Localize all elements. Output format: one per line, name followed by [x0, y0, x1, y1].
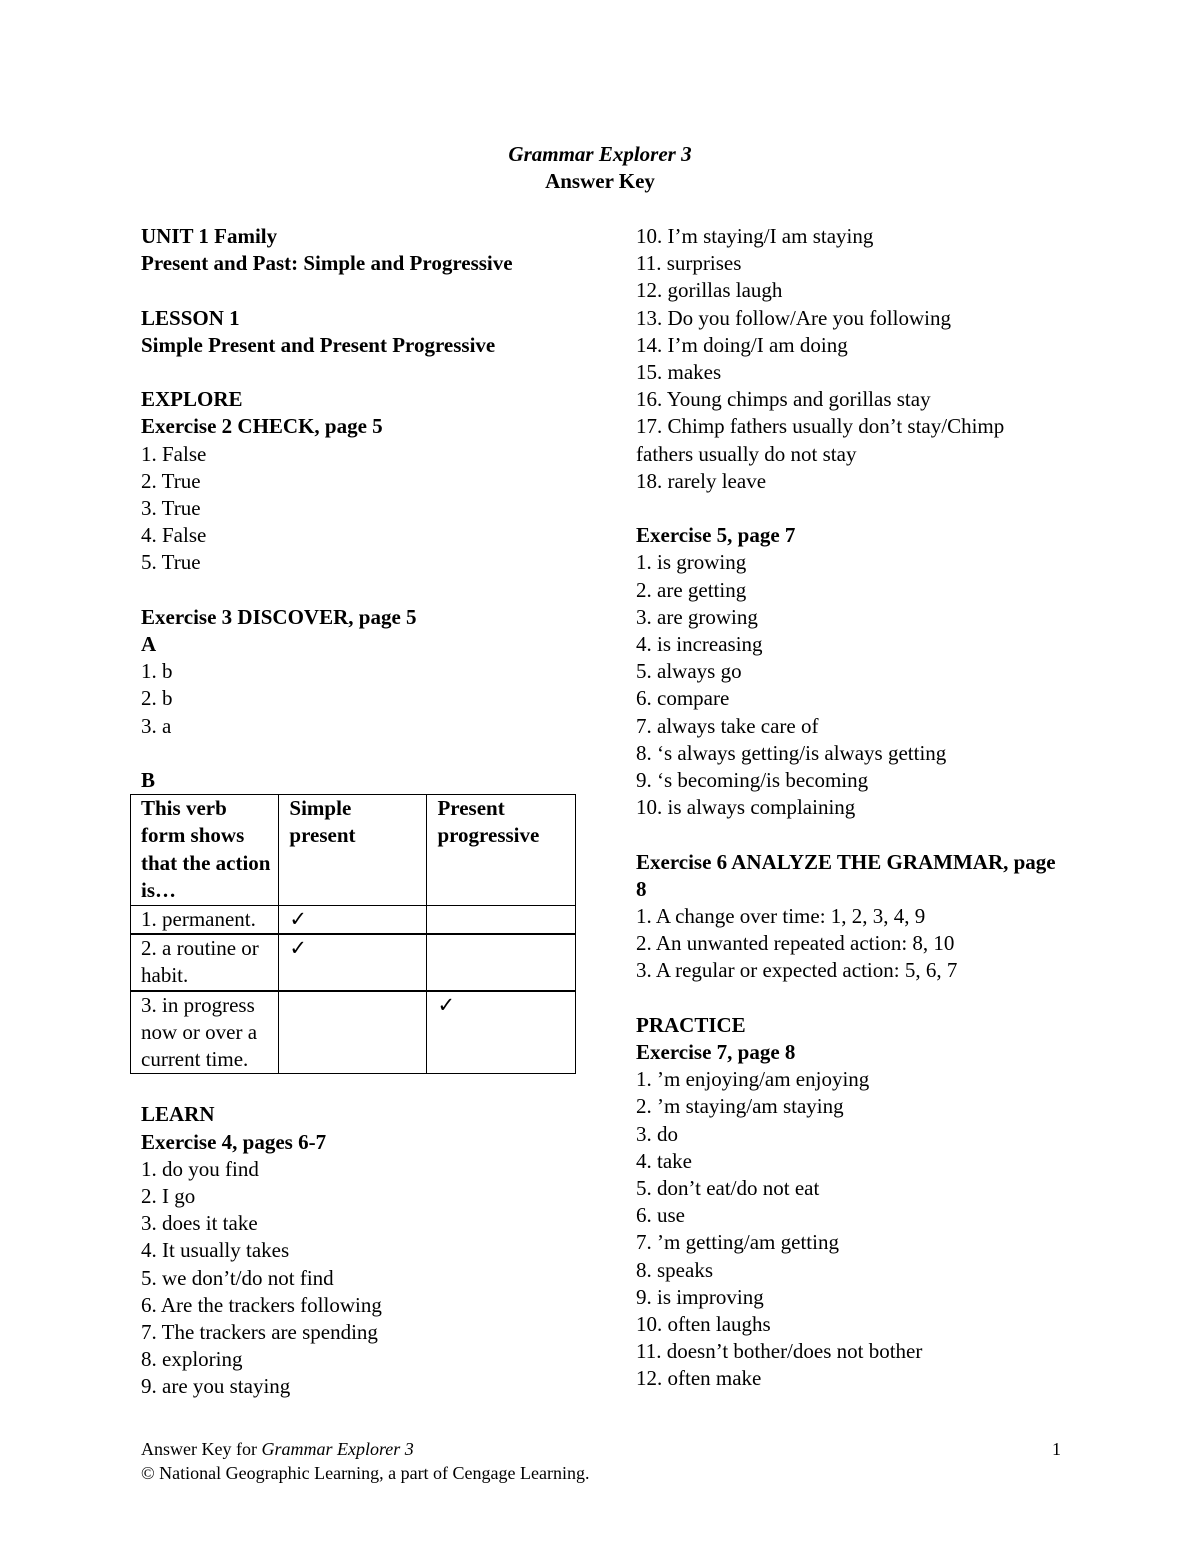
unit-heading: UNIT 1 Family — [141, 224, 278, 248]
answer-item: 2. True — [141, 468, 201, 493]
answer-item: 18. rarely leave — [636, 468, 767, 493]
answer-item: 5. don’t eat/do not eat — [636, 1176, 820, 1201]
exercise-3-part-b: B — [141, 768, 156, 792]
table-cell: 1. permanent. — [131, 906, 279, 935]
answer-item: 3. True — [141, 496, 201, 520]
section-learn: LEARN — [141, 1102, 215, 1127]
exercise-5-title: Exercise 5, page 7 — [636, 523, 796, 548]
answer-item: 17. Chimp fathers usually don’t stay/Chimp fathers usually do not stay — [636, 414, 1005, 466]
answer-item: 16. Young chimps and gorillas stay — [636, 387, 931, 412]
exercise-4-answers-continued — [636, 223, 1066, 495]
answer-item: 10. often laughs — [636, 1312, 771, 1337]
footer-book-title: Grammar Explorer 3 — [261, 1439, 414, 1459]
answer-item: 15. makes — [636, 360, 722, 385]
check-mark-icon: ✓ — [279, 906, 427, 935]
answer-item: 14. I’m doing/I am doing — [636, 332, 848, 357]
table-row — [131, 934, 576, 990]
answer-item: 4. False — [141, 523, 207, 548]
answer-item: 3. A regular or expected action: 5, 6, 7 — [636, 958, 958, 983]
answer-item: 8. speaks — [636, 1257, 713, 1282]
lesson-topic: Simple Present and Present Progressive — [141, 332, 496, 357]
table-row — [131, 991, 576, 1074]
footer-prefix: Answer Key for — [141, 1439, 262, 1459]
exercise-3-title: Exercise 3 DISCOVER, page 5 — [141, 604, 417, 629]
answer-item: 7. always take care of — [636, 713, 819, 738]
footer-source — [141, 1437, 1061, 1461]
answer-item: 9. are you staying — [141, 1374, 291, 1399]
exercise-6-answers — [636, 903, 1066, 985]
answer-item: 5. we don’t/do not find — [141, 1265, 334, 1290]
answer-item: 9. ‘s becoming/is becoming — [636, 768, 869, 793]
answer-item: 11. doesn’t bother/does not bother — [636, 1339, 923, 1364]
answer-item: 9. is improving — [636, 1284, 764, 1309]
answer-item: 3. are growing — [636, 604, 758, 629]
answer-item: 1. b — [141, 659, 173, 684]
table-header-cell: Present progressive — [427, 795, 576, 906]
exercise-7-title: Exercise 7, page 8 — [636, 1040, 796, 1065]
verb-form-table — [130, 794, 576, 1074]
answer-item: 1. False — [141, 441, 207, 466]
answer-item: 10. I’m staying/I am staying — [636, 224, 874, 248]
answer-item: 1. A change over time: 1, 2, 3, 4, 9 — [636, 904, 926, 929]
answer-item: 2. ’m staying/am staying — [636, 1094, 844, 1119]
answer-item: 7. The trackers are spending — [141, 1320, 378, 1345]
exercise-2-answers — [141, 441, 591, 577]
answer-item: 10. is always complaining — [636, 795, 856, 820]
exercise-3-part-a: A — [141, 632, 157, 656]
answer-item: 1. is growing — [636, 550, 747, 575]
document-title-block — [0, 141, 1200, 195]
document-title: Grammar Explorer 3 — [508, 142, 692, 166]
answer-item: 5. always go — [636, 659, 742, 684]
answer-item: 2. b — [141, 686, 173, 711]
exercise-3-answers — [141, 658, 591, 740]
exercise-4-answers — [141, 1156, 591, 1401]
exercise-6-title: Exercise 6 ANALYZE THE GRAMMAR, page 8 — [636, 849, 1056, 901]
table-header-cell: Simple present — [279, 795, 427, 906]
answer-item: 12. gorillas laugh — [636, 278, 783, 303]
right-column — [636, 223, 1066, 1393]
exercise-2-title: Exercise 2 CHECK, page 5 — [141, 414, 383, 439]
answer-item: 12. often make — [636, 1366, 762, 1391]
page-number: 1 — [1052, 1439, 1061, 1459]
answer-item: 1. ’m enjoying/am enjoying — [636, 1067, 870, 1092]
answer-item: 13. Do you follow/Are you following — [636, 305, 951, 330]
table-cell: 2. a routine or habit. — [131, 934, 279, 990]
answer-item: 4. is increasing — [636, 632, 763, 657]
document-subtitle: Answer Key — [545, 169, 655, 193]
answer-item: 4. It usually takes — [141, 1238, 290, 1263]
table-cell — [427, 934, 576, 990]
footer-copyright: © National Geographic Learning, a part of Cengage Learning. — [141, 1463, 590, 1483]
table-header-cell: This verb form shows that the action is… — [131, 795, 279, 906]
exercise-4-title: Exercise 4, pages 6-7 — [141, 1129, 327, 1154]
answer-item: 2. An unwanted repeated action: 8, 10 — [636, 931, 955, 956]
answer-item: 2. I go — [141, 1184, 196, 1209]
table-cell: 3. in progress now or over a current time. — [131, 991, 279, 1074]
answer-item: 11. surprises — [636, 251, 742, 276]
left-column — [141, 223, 591, 1401]
answer-item: 5. True — [141, 550, 201, 575]
check-mark-icon: ✓ — [427, 991, 576, 1074]
answer-item: 4. take — [636, 1148, 692, 1173]
answer-item: 6. Are the trackers following — [141, 1292, 382, 1317]
table-cell — [427, 906, 576, 935]
unit-topic: Present and Past: Simple and Progressive — [141, 251, 513, 276]
answer-item: 8. exploring — [141, 1347, 243, 1372]
answer-item: 6. compare — [636, 686, 730, 711]
answer-item: 2. are getting — [636, 577, 747, 602]
answer-item: 3. a — [141, 713, 172, 738]
table-row — [131, 906, 576, 935]
exercise-7-answers — [636, 1066, 1066, 1392]
answer-item: 7. ’m getting/am getting — [636, 1230, 839, 1255]
section-practice: PRACTICE — [636, 1012, 746, 1037]
answer-item: 1. do you find — [141, 1156, 259, 1181]
answer-item: 3. do — [636, 1121, 678, 1146]
exercise-5-answers — [636, 549, 1066, 821]
table-header-row — [131, 795, 576, 906]
lesson-heading: LESSON 1 — [141, 305, 240, 330]
answer-item: 3. does it take — [141, 1211, 258, 1236]
table-cell — [279, 991, 427, 1074]
check-mark-icon: ✓ — [279, 934, 427, 990]
page-footer — [141, 1437, 1061, 1485]
answer-item: 6. use — [636, 1203, 685, 1228]
answer-item: 8. ‘s always getting/is always getting — [636, 740, 947, 765]
section-explore: EXPLORE — [141, 387, 243, 412]
